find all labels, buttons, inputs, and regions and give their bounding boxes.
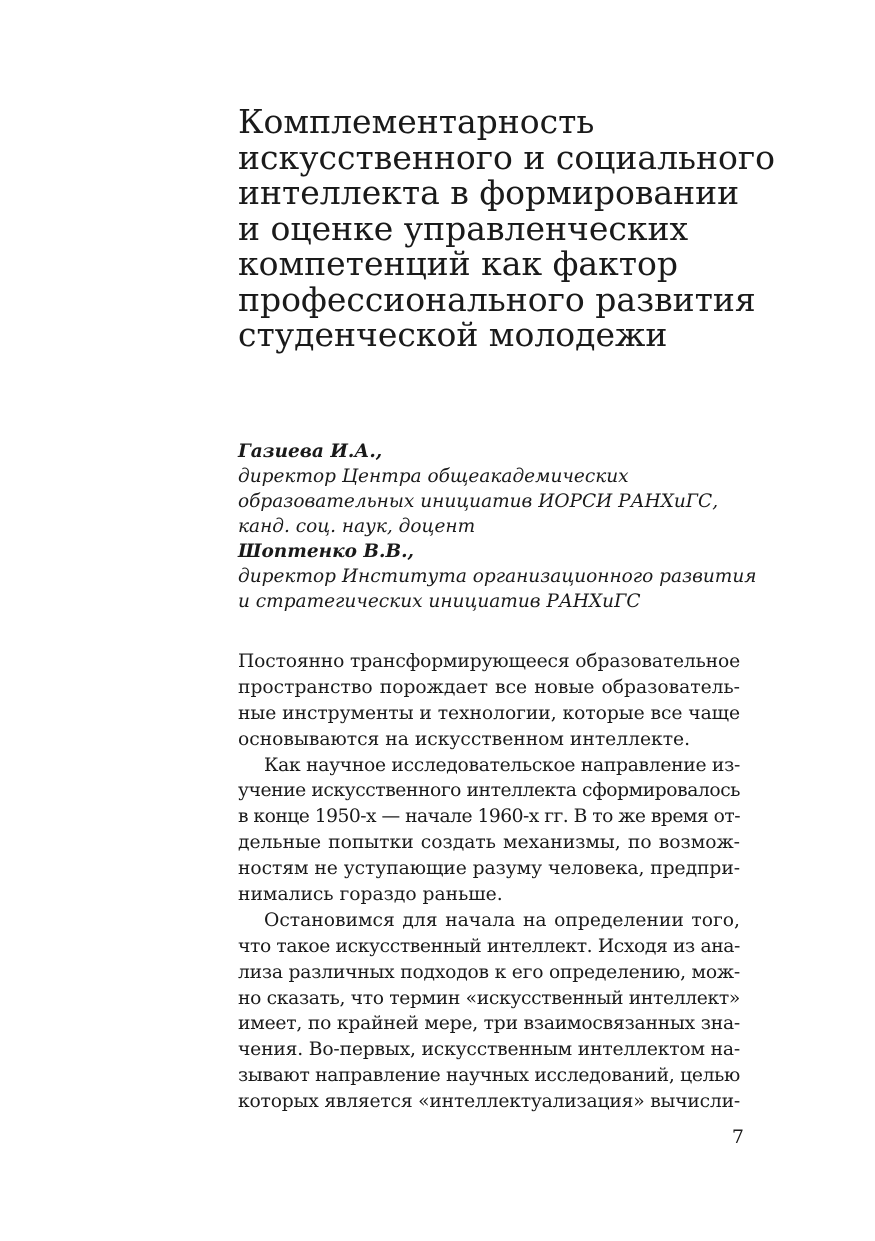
title-line: компетенций как фактор [238, 244, 678, 283]
author-affiliation-line: директор Института организационного развития [238, 566, 757, 587]
author-affiliation-line: канд. соц. наук, доцент [238, 516, 476, 537]
title-line: искусственного и социального [238, 137, 776, 177]
title-line: студенческой молодежи [238, 315, 668, 354]
title-line: профессионального развития [238, 279, 756, 319]
text-line: ные инструменты и технологии, которые все чаще [238, 702, 740, 724]
text-line: Остановимся для начала на определении того, [264, 909, 740, 931]
text-line: что такое искусственный интеллект. Исходя из ана- [238, 935, 740, 957]
title-line: Комплементарность [238, 102, 595, 141]
text-line: пространство порождает все новые образователь- [238, 676, 740, 698]
page-number: 7 [731, 1126, 744, 1148]
author-affiliation-line: и стратегических инициатив РАНХиГС [238, 591, 641, 612]
text-line: учение искусственного интеллекта сформировалось [238, 780, 740, 802]
author-name: Шоптенко В.В., [238, 541, 414, 562]
body-text [238, 649, 740, 1115]
text-line: зывают направление научных исследований, целью [238, 1065, 740, 1087]
text-line: имеет, по крайней мере, три взаимосвязанных зна- [238, 1013, 740, 1035]
author-affiliation-line: образовательных инициатив ИОРСИ РАНХиГС, [238, 491, 719, 512]
title-line: интеллекта в формировании [238, 173, 740, 212]
text-line: Как научное исследовательское направление из- [264, 754, 740, 776]
article-title [238, 102, 776, 354]
text-line: которых является «интеллектуализация» вычисли- [238, 1091, 740, 1113]
paragraph [238, 753, 740, 908]
text-line: лиза различных подходов к его определению, мож- [238, 961, 740, 983]
paragraph [238, 649, 740, 753]
author-block [238, 439, 758, 614]
text-line: нимались гораздо раньше. [238, 884, 503, 906]
author-name: Газиева И.А., [238, 441, 383, 462]
text-line: Постоянно трансформирующееся образовательное [238, 651, 740, 672]
text-line: дельные попытки создать механизмы, по возмож- [238, 832, 740, 854]
title-line: и оценке управленческих [238, 208, 689, 248]
text-line: чения. Во-первых, искусственным интеллектом на- [238, 1039, 740, 1061]
text-line: но сказать, что термин «искусственный интеллект» [238, 987, 740, 1009]
author-affiliation-line: директор Центра общеакадемических [238, 466, 629, 487]
text-line: основываются на искусственном интеллекте. [238, 728, 691, 750]
paragraph [238, 908, 740, 1115]
text-line: ностям не уступающие разуму человека, предпри- [238, 858, 740, 880]
text-line: в конце 1950-х — начале 1960-х гг. В то же время от- [238, 806, 740, 828]
